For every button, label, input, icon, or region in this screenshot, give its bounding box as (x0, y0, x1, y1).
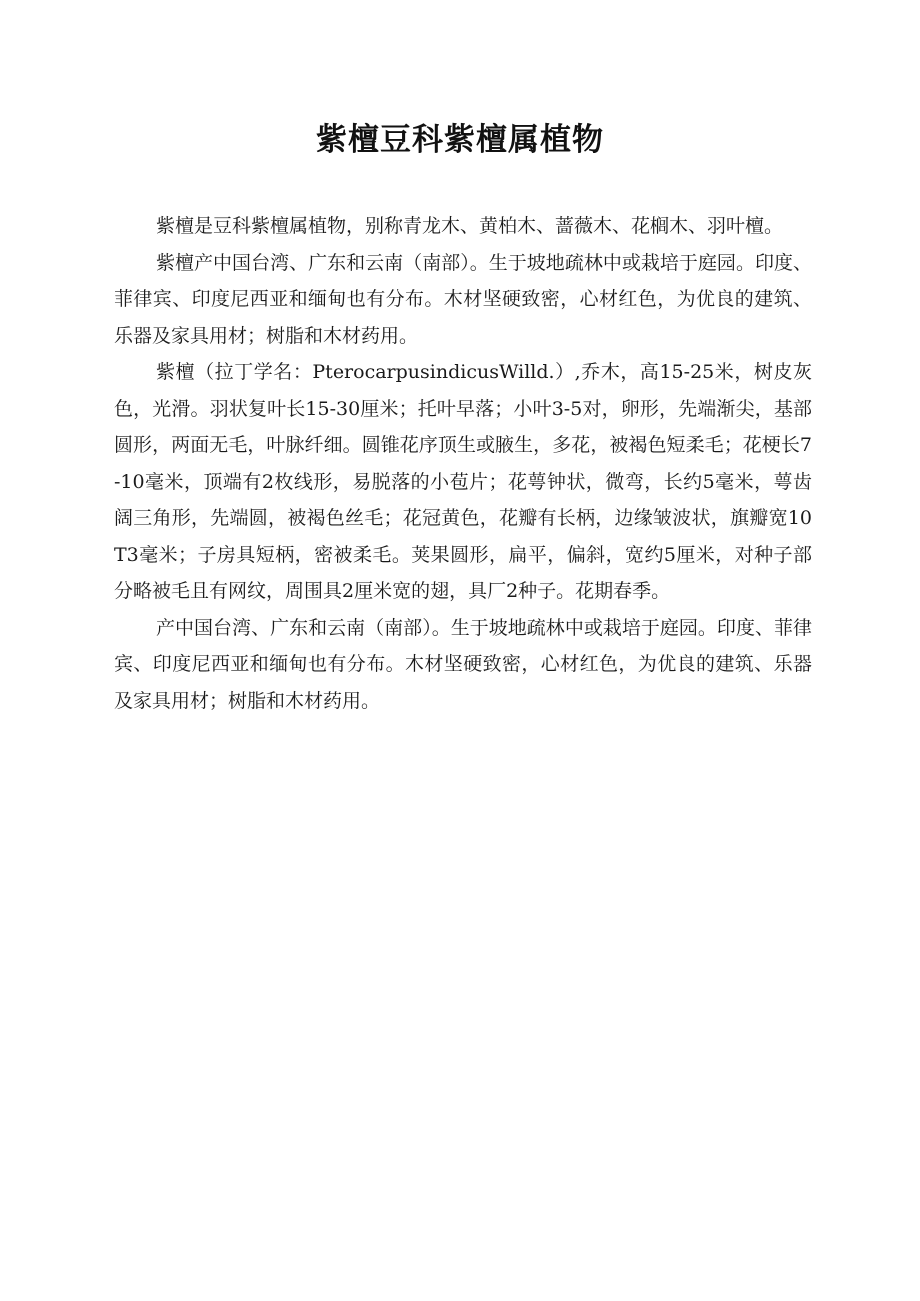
document-title: 紫檀豆科紫檀属植物 (316, 122, 604, 158)
paragraph-intro: 紫檀是豆科紫檀属植物，别称青龙木、黄柏木、蔷薇木、花榈木、羽叶檀。 (156, 215, 784, 237)
paragraph-habitat: 产中国台湾、广东和云南（南部）。生于坡地疏林中或栽培于庭园。印度、菲律宾、印度尼西亚和缅甸也有分布。木材坚硬致密，心材红色，为优良的建筑、乐器及家具用材；树脂和木材药用。 (114, 616, 812, 712)
paragraph-morphology: 紫檀（拉丁学名：PterocarpusindicusWilld.）,乔木，高15-25米，树皮灰色，光滑。羽状复叶长15-30厘米；托叶早落；小叶3-5对，卵形，先端渐尖，基部圆形，两面无毛，叶脉纤细。圆锥花序顶生或腋生，多花，被褐色短柔毛；花梗长7-10毫米，顶端有2枚线形，易脱落的小苞片；花萼钟状，微弯，长约5毫米，萼齿阔三角形，先端圆，被褐色丝毛；花冠黄色，花瓣有长柄，边缘皱波状，旗瓣宽10T3毫米；子房具短柄，密被柔毛。荚果圆形，扁平，偏斜，宽约5厘米，对种子部分略被毛且有网纹，周围具2厘米宽的翅，具厂2种子。花期春季。 (114, 361, 812, 602)
document-body (114, 208, 812, 719)
paragraph-distribution: 紫檀产中国台湾、广东和云南（南部）。生于坡地疏林中或栽培于庭园。印度、菲律宾、印度尼西亚和缅甸也有分布。木材坚硬致密，心材红色，为优良的建筑、乐器及家具用材；树脂和木材药用。 (114, 251, 812, 347)
